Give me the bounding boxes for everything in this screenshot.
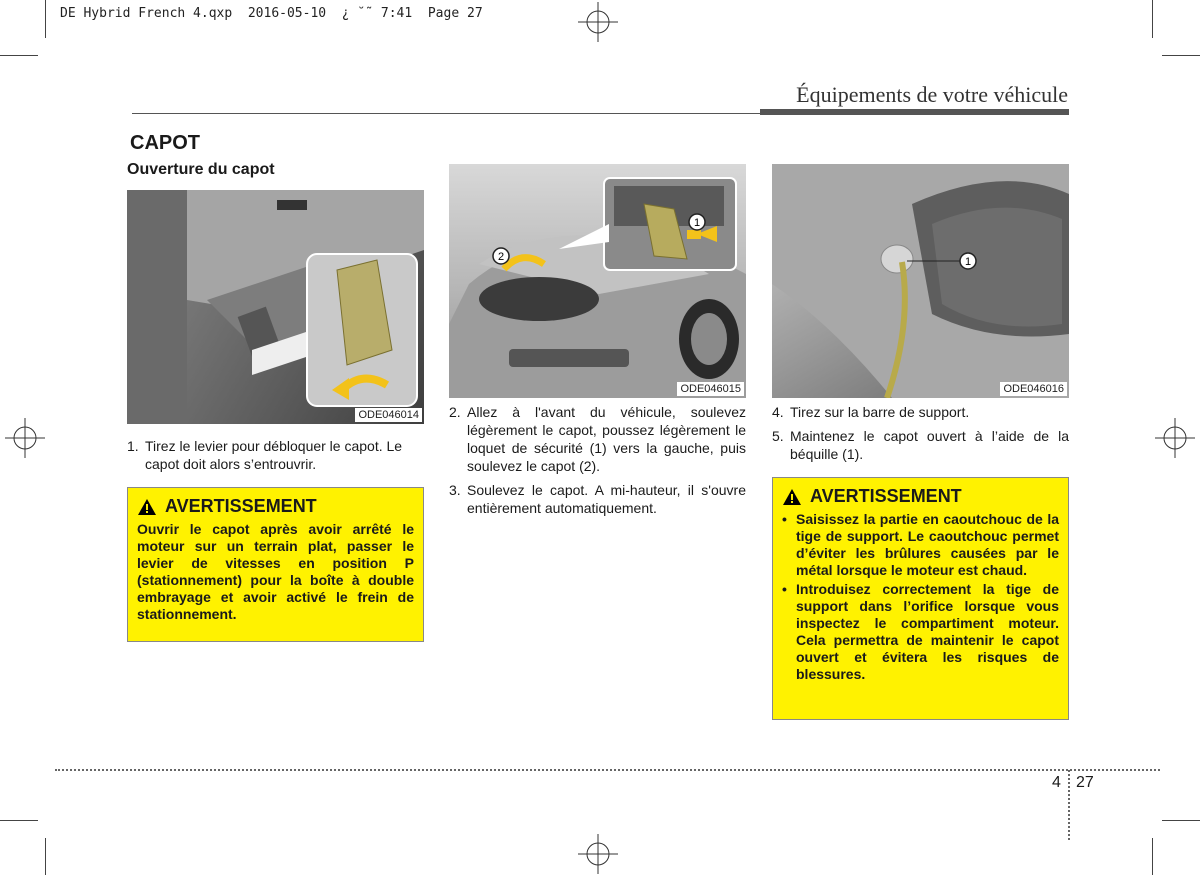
steps-column-2 <box>449 403 746 517</box>
header-rule-thick <box>760 109 1069 115</box>
warning-title-text: AVERTISSEMENT <box>165 496 317 516</box>
warning-box <box>772 477 1069 720</box>
warning-title <box>137 496 414 517</box>
page-header-title: Équipements de votre véhicule <box>796 82 1068 107</box>
crop-mark <box>0 820 38 821</box>
warning-bullet-text: Saisissez la partie en caoutchouc de la tige de support. Le caoutchouc permet d’éviter les brûlures causées par le métal lorsque le moteur est chaud. <box>796 511 1059 578</box>
figure-support-rod <box>772 164 1069 398</box>
figure-code: ODE046014 <box>355 408 422 422</box>
print-slug: DE Hybrid French 4.qxp 2016-05-10 ¿ ˘˜ 7:41 Page 27 <box>60 6 483 21</box>
chapter-number: 4 <box>1052 774 1061 791</box>
step-item <box>449 403 746 475</box>
bullet-dot: • <box>782 511 787 527</box>
support-rod-illustration-icon <box>772 164 1069 398</box>
registration-mark-icon <box>578 2 618 42</box>
car-illustration-icon <box>449 164 746 398</box>
crop-mark <box>1162 55 1200 56</box>
section-title: CAPOT <box>130 132 200 154</box>
header-rule <box>132 113 760 114</box>
lever-illustration-icon <box>127 190 424 424</box>
warning-bullet <box>782 511 1059 579</box>
warning-bullet <box>782 581 1059 683</box>
step-text: Maintenez le capot ouvert à l’aide de la béquille (1). <box>790 428 1069 462</box>
crop-mark <box>45 838 46 875</box>
registration-mark-icon <box>578 834 618 874</box>
section-subtitle: Ouverture du capot <box>127 161 275 178</box>
warning-box <box>127 487 424 642</box>
steps-column-3 <box>772 403 1069 463</box>
figure-car-front-latch <box>449 164 746 398</box>
crop-mark <box>1152 0 1153 38</box>
figure-hood-release-lever <box>127 190 424 424</box>
step-text: Soulevez le capot. A mi-hauteur, il s'ouvre entièrement automatiquement. <box>467 482 746 516</box>
step-item <box>449 481 746 517</box>
callout-number: 2 <box>497 251 505 263</box>
step-number: 5. <box>772 428 784 444</box>
crop-mark <box>1152 838 1153 875</box>
registration-mark-icon <box>1155 418 1195 458</box>
footer-divider <box>1068 770 1070 840</box>
step-item <box>772 403 1069 421</box>
figure-code: ODE046015 <box>677 382 744 396</box>
step-number: 1. <box>127 438 139 454</box>
crop-mark <box>1162 820 1200 821</box>
crop-mark <box>0 55 38 56</box>
step-number: 2. <box>449 404 461 420</box>
warning-text: Ouvrir le capot après avoir arrêté le moteur sur un terrain plat, passer le levier de vitesses en position P (stationnement) pour la boîte à double embrayage et avoir activé le frein de stationnement. <box>137 521 414 622</box>
callout-number: 1 <box>693 217 701 229</box>
step-item <box>772 427 1069 463</box>
warning-triangle-icon <box>137 498 157 516</box>
steps-column-1 <box>127 437 424 473</box>
registration-mark-icon <box>5 418 45 458</box>
warning-bullet-text: Introduisez correctement la tige de support dans l’orifice lorsque vous inspectez le compartiment moteur. Cela permettra de maintenir le capot ouvert et évitera les risques de blessures. <box>796 581 1059 682</box>
footer-rule <box>55 769 1160 771</box>
bullet-dot: • <box>782 581 787 597</box>
step-text: Allez à l'avant du véhicule, soulevez légèrement le capot, poussez légèrement le loquet de sécurité (1) vers la gauche, puis soulevez le capot (2). <box>467 404 746 474</box>
step-text: Tirez le levier pour débloquer le capot. Le capot doit alors s’entrouvrir. <box>145 438 403 472</box>
page-number: 27 <box>1076 774 1094 791</box>
figure-code: ODE046016 <box>1000 382 1067 396</box>
warning-title-text: AVERTISSEMENT <box>810 486 962 506</box>
warning-bullets <box>782 511 1059 683</box>
warning-title <box>782 486 1059 507</box>
step-number: 4. <box>772 404 784 420</box>
crop-mark <box>45 0 46 38</box>
step-text: Tirez sur la barre de support. <box>790 404 970 420</box>
step-item <box>127 437 424 473</box>
warning-triangle-icon <box>782 488 802 506</box>
step-number: 3. <box>449 482 461 498</box>
callout-number: 1 <box>964 256 972 268</box>
